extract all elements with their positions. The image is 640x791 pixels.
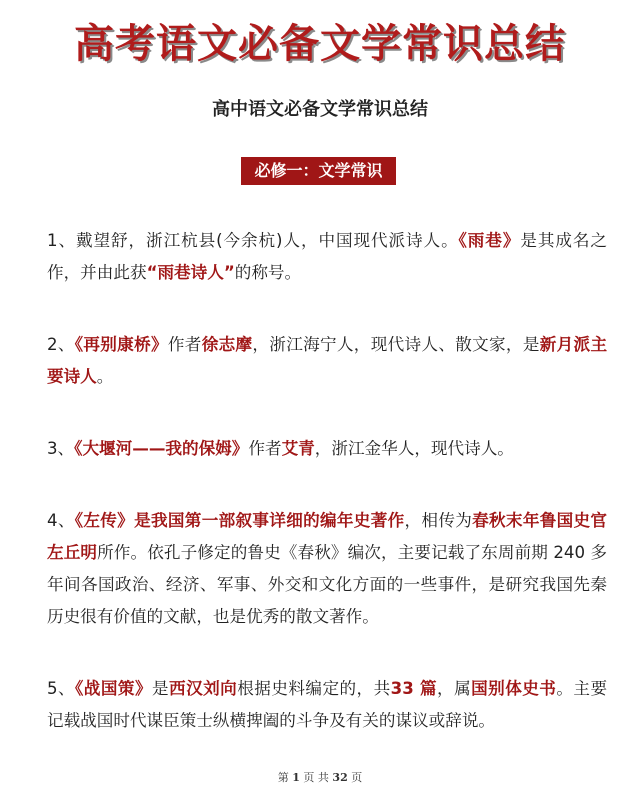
list-item [47, 505, 607, 633]
item-text: 所作。依孔子修定的鲁史《春秋》编次，主要记载了东周前期 240 多年间各国政治、经济、军事、外交和文化方面的一些事件，是研究我国先秦历史很有价值的文献，也是优秀的散文著作。 [47, 543, 607, 626]
item-highlight: 《雨巷》 [458, 231, 521, 250]
item-highlight: 西汉刘向 [169, 679, 238, 698]
page-total: 32 [332, 771, 348, 784]
item-text: 是其成名之作，并由此获 [47, 231, 607, 282]
page-mid: 页 共 [303, 771, 329, 784]
item-list [47, 225, 607, 777]
item-text: 5、 [47, 679, 76, 698]
list-item [47, 433, 607, 465]
item-text: 3、 [47, 439, 75, 458]
item-highlight: 《再别康桥》 [74, 335, 168, 354]
item-highlight: 《战国策》 [75, 679, 152, 698]
item-text: 作者 [167, 335, 202, 354]
item-highlight: 新月派主要诗人 [47, 335, 608, 386]
page-current: 1 [292, 771, 300, 784]
page-prefix: 第 [277, 771, 289, 784]
item-text: 1、戴望舒，浙江杭县(今余杭)人，中国现代派诗人。 [47, 231, 459, 250]
page-title: 高考语文必备文学常识总结 [74, 21, 566, 67]
section-heading: 必修一：文学常识 [241, 157, 396, 185]
page-number [0, 769, 640, 785]
item-highlight: 33 篇 [390, 679, 438, 698]
item-text: ，属 [437, 679, 472, 698]
page-subtitle: 高中语文必备文学常识总结 [212, 99, 428, 120]
item-text: ，相传为 [404, 511, 473, 530]
item-highlight: 《大堰河——我的保姆》 [74, 439, 249, 458]
item-text: ，浙江金华人，现代诗人。 [314, 439, 514, 458]
item-highlight: 国别体史书 [471, 679, 557, 698]
item-highlight: “雨巷诗人” [146, 263, 235, 282]
item-text: 是 [152, 679, 170, 698]
item-highlight: 艾青 [281, 439, 315, 458]
list-item [47, 673, 607, 737]
item-text: 的称号。 [234, 263, 302, 282]
list-item [47, 329, 607, 393]
item-highlight: 春秋末年鲁国史官左丘明 [47, 511, 608, 562]
list-item [47, 225, 607, 289]
page-suffix: 页 [351, 771, 363, 784]
item-text: 根据史料编定的，共 [237, 679, 391, 698]
item-highlight: 徐志摩 [201, 335, 253, 354]
item-text: ，浙江海宁人，现代诗人、散文家，是 [252, 335, 540, 354]
item-text: 作者 [248, 439, 282, 458]
item-text: 2、 [47, 335, 75, 354]
item-text: 。主要记载战国时代谋臣策士纵横捭阖的斗争及有关的谋议或辞说。 [47, 679, 608, 730]
item-text: 4、 [47, 511, 75, 530]
item-text: 。 [96, 367, 114, 386]
item-highlight: 《左传》是我国第一部叙事详细的编年史著作 [74, 511, 405, 530]
